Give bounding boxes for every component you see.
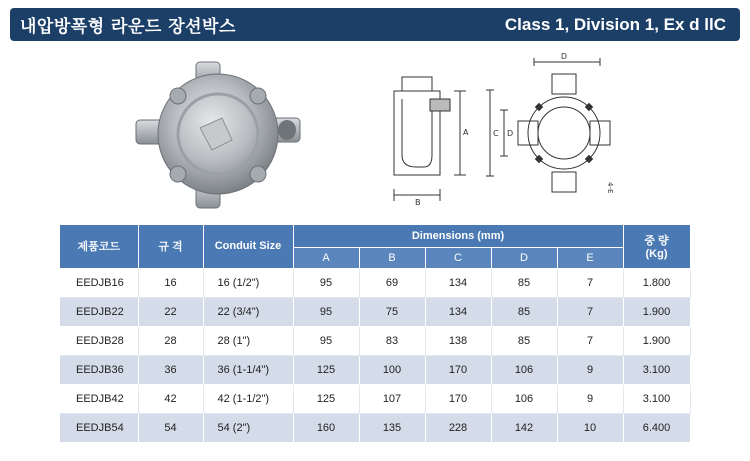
cell-a: 125 (293, 355, 359, 384)
cell-a: 125 (293, 384, 359, 413)
cell-c: 170 (425, 384, 491, 413)
cell-d: 85 (491, 268, 557, 297)
col-header-a: A (293, 247, 359, 268)
cell-conduit: 28 (1") (203, 326, 293, 355)
side-section-drawing (380, 55, 470, 210)
dim-label-d-top: D (560, 52, 568, 61)
product-photo (130, 58, 310, 213)
cell-c: 228 (425, 413, 491, 442)
col-header-b: B (359, 247, 425, 268)
cell-code: EEDJB22 (60, 297, 138, 326)
dim-label-d-side: D (507, 129, 514, 138)
cell-weight: 1.800 (623, 268, 690, 297)
cell-code: EEDJB42 (60, 384, 138, 413)
cell-code: EEDJB36 (60, 355, 138, 384)
cell-code: EEDJB16 (60, 268, 138, 297)
dim-label-e: 4-E (606, 182, 614, 194)
col-header-c: C (425, 247, 491, 268)
cell-b: 75 (359, 297, 425, 326)
top-view-drawing (482, 50, 632, 220)
col-header-weight: 중 량 (Kg) (623, 225, 690, 268)
cell-weight: 1.900 (623, 297, 690, 326)
cell-d: 142 (491, 413, 557, 442)
cell-weight: 3.100 (623, 384, 690, 413)
cell-spec: 28 (138, 326, 203, 355)
page-header (10, 8, 740, 41)
cell-weight: 3.100 (623, 355, 690, 384)
cell-e: 7 (557, 326, 623, 355)
cell-b: 69 (359, 268, 425, 297)
certification-label: Class 1, Division 1, Ex d llC (504, 14, 726, 34)
cell-e: 9 (557, 355, 623, 384)
cell-e: 9 (557, 384, 623, 413)
page-title: 내압방폭형 라운드 장션박스 (20, 17, 236, 37)
col-header-d: D (491, 247, 557, 268)
cell-conduit: 54 (2") (203, 413, 293, 442)
dim-label-b: B (415, 198, 421, 207)
cell-d: 106 (491, 355, 557, 384)
cell-b: 100 (359, 355, 425, 384)
cell-spec: 54 (138, 413, 203, 442)
cell-e: 7 (557, 297, 623, 326)
cell-spec: 42 (138, 384, 203, 413)
cell-c: 134 (425, 297, 491, 326)
spec-table-wrapper (60, 225, 690, 447)
cell-e: 10 (557, 413, 623, 442)
cell-weight: 6.400 (623, 413, 690, 442)
cell-weight: 1.900 (623, 326, 690, 355)
table-row (60, 355, 690, 384)
cell-a: 95 (293, 268, 359, 297)
cell-b: 135 (359, 413, 425, 442)
table-row (60, 413, 690, 442)
cell-d: 106 (491, 384, 557, 413)
cell-d: 85 (491, 326, 557, 355)
col-header-e: E (557, 247, 623, 268)
col-header-dimensions: Dimensions (mm) (293, 225, 623, 247)
cell-a: 95 (293, 326, 359, 355)
cell-conduit: 36 (1-1/4") (203, 355, 293, 384)
cell-a: 95 (293, 297, 359, 326)
cell-c: 138 (425, 326, 491, 355)
dim-label-c: C (493, 129, 499, 138)
cell-conduit: 22 (3/4") (203, 297, 293, 326)
cell-conduit: 42 (1-1/2") (203, 384, 293, 413)
table-row (60, 297, 690, 326)
cell-a: 160 (293, 413, 359, 442)
col-header-conduit: Conduit Size (203, 225, 293, 268)
cell-code: EEDJB28 (60, 326, 138, 355)
cell-conduit: 16 (1/2") (203, 268, 293, 297)
col-header-spec: 규 격 (138, 225, 203, 268)
cell-e: 7 (557, 268, 623, 297)
cell-c: 170 (425, 355, 491, 384)
table-row (60, 326, 690, 355)
cell-b: 107 (359, 384, 425, 413)
cell-spec: 22 (138, 297, 203, 326)
cell-spec: 36 (138, 355, 203, 384)
cell-b: 83 (359, 326, 425, 355)
table-row (60, 268, 690, 297)
dim-label-a: A (463, 128, 469, 137)
cell-c: 134 (425, 268, 491, 297)
cell-spec: 16 (138, 268, 203, 297)
cell-d: 85 (491, 297, 557, 326)
spec-table (60, 225, 691, 443)
cell-code: EEDJB54 (60, 413, 138, 442)
table-row (60, 384, 690, 413)
col-header-code: 제품코드 (60, 225, 138, 268)
